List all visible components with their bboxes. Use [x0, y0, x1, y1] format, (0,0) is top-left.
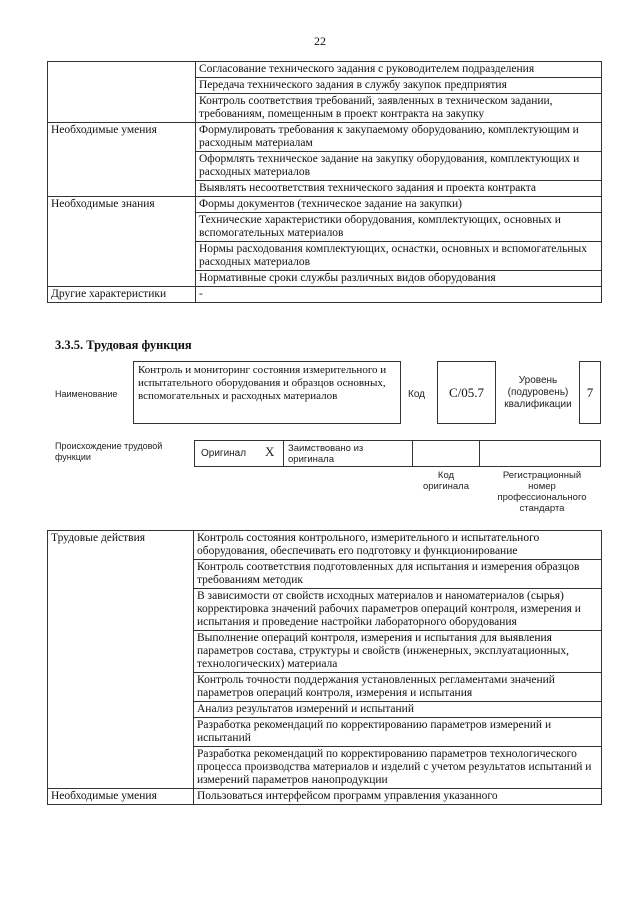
table-cell: Согласование технического задания с руководителем подразделения	[196, 62, 602, 78]
original-mark: X	[265, 444, 275, 459]
table-cell: Выполнение операций контроля, измерения и испытания для выявления параметров состава, структуры и свойств (инженерных, эксплуатационных, технологических) материала	[194, 631, 602, 673]
table-cell: Формулировать требования к закупаемому оборудованию, комплектующим и расходным материалам	[196, 123, 602, 152]
origin-code-cell	[412, 440, 480, 467]
labor-actions-table	[47, 530, 602, 805]
table-cell: Контроль соответствия подготовленных для испытания и измерения образцов требованиям методик	[194, 560, 602, 589]
table-cell: Контроль соответствия требований, заявленных в техническом задании, требованиям, помещенным в проект контракта на закупку	[196, 94, 602, 123]
table-cell: Разработка рекомендаций по корректированию параметров технологического процесса производства материалов и изделий с учетом результатов испытаний и измерений параметров нанопродукции	[194, 747, 602, 789]
table-row	[48, 789, 602, 805]
table-cell: Передача технического задания в службу закупок предприятия	[196, 78, 602, 94]
page-number: 22	[314, 34, 326, 48]
code-label: Код	[408, 389, 426, 400]
table-cell: В зависимости от свойств исходных материалов и наноматериалов (сырья) корректировка значений рабочих параметров операций контроля, измерения и испытания и проведение настройки лабораторного оборудования	[194, 589, 602, 631]
original-cell	[194, 440, 284, 467]
row-label: Трудовые действия	[48, 531, 194, 789]
table-cell: Формы документов (техническое задание на закупки)	[196, 197, 602, 213]
table-cell: Оформлять техническое задание на закупку оборудования, комплектующих и расходных материалов	[196, 152, 602, 181]
table-cell: Разработка рекомендаций по корректированию параметров измерений и испытаний	[194, 718, 602, 747]
table-cell: Пользоваться интерфейсом программ управления указанного	[194, 789, 602, 805]
level-value: 7	[579, 361, 601, 424]
table-row	[48, 123, 602, 152]
row-label: Другие характеристики	[48, 287, 196, 303]
table-row	[48, 531, 602, 560]
table-cell: Контроль точности поддержания установленных регламентами значений параметров операций контроля, измерения и испытания	[194, 673, 602, 702]
table-cell: Анализ результатов измерений и испытаний	[194, 702, 602, 718]
table-cell: Нормы расходования комплектующих, оснастки, основных и вспомогательных расходных материалов	[196, 242, 602, 271]
reg-number-cell	[479, 440, 601, 467]
row-label: Необходимые умения	[48, 123, 196, 197]
table-cell: Контроль состояния контрольного, измерительного и испытательного оборудования, обеспечивать его подготовку и функционирование	[194, 531, 602, 560]
table-row	[48, 197, 602, 213]
table-cell: Технические характеристики оборудования, комплектующих, основных и вспомогательных материалов	[196, 213, 602, 242]
row-label: Необходимые знания	[48, 197, 196, 287]
competency-table	[47, 61, 602, 303]
name-label: Наименование	[55, 389, 118, 399]
level-label: Уровень (подуровень) квалификации	[504, 375, 572, 410]
table-cell: Нормативные сроки службы различных видов оборудования	[196, 271, 602, 287]
row-label	[48, 62, 196, 123]
origin-code-caption: Код оригинала	[422, 470, 469, 492]
table-row	[48, 287, 602, 303]
table-cell: Выявлять несоответствия технического задания и проекта контракта	[196, 181, 602, 197]
borrowed-label: Заимствовано из оригинала	[288, 443, 364, 465]
original-label: Оригинал	[201, 448, 247, 459]
reg-number-caption: Регистрационный номер профессионального стандарта	[497, 470, 587, 514]
code-value: C/05.7	[437, 361, 496, 424]
row-label: Необходимые умения	[48, 789, 194, 805]
borrowed-cell	[283, 440, 413, 467]
table-row	[48, 62, 602, 78]
table-cell: -	[196, 287, 602, 303]
section-heading: 3.3.5. Трудовая функция	[55, 338, 192, 352]
origin-label: Происхождение трудовой функции	[55, 441, 163, 462]
function-name-value: Контроль и мониторинг состояния измерительного и испытательного оборудования и образцов основных, вспомогательных и расходных материалов	[133, 361, 401, 424]
origin-row	[194, 440, 601, 467]
